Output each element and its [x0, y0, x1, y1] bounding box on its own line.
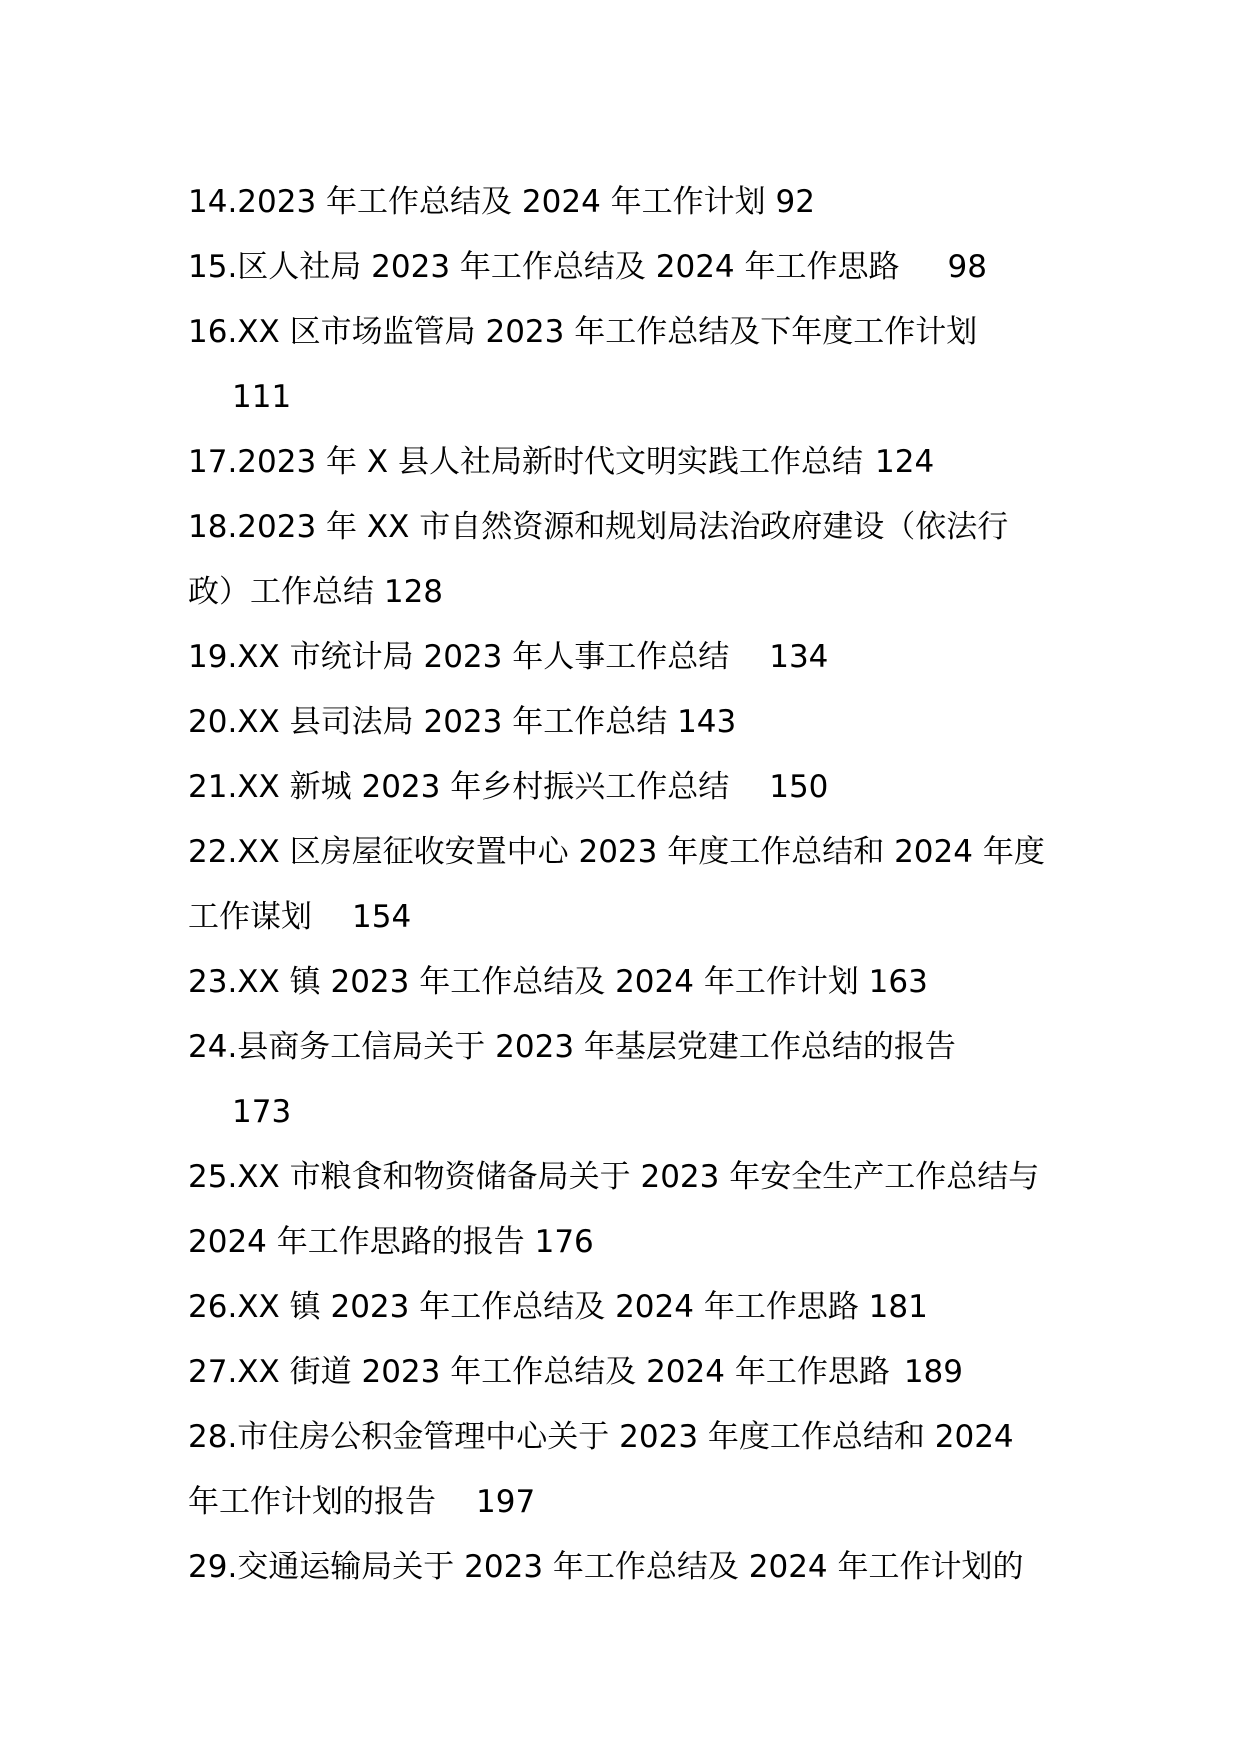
- toc-page-number: 154: [352, 899, 412, 935]
- toc-page-number: 197: [476, 1484, 536, 1520]
- toc-entry-28[interactable]: [188, 1405, 1058, 1470]
- toc-entry-20[interactable]: [188, 690, 1058, 755]
- toc-entry-text: 15.区人社局 2023 年工作总结及 2024 年工作思路: [188, 249, 900, 285]
- toc-page-number: 111: [232, 379, 292, 415]
- toc-entry-text: 2024 年工作思路的报告 176: [188, 1224, 594, 1260]
- toc-entry-15[interactable]: [188, 235, 1058, 300]
- toc-entry-text: 24.县商务工信局关于 2023 年基层党建工作总结的报告: [188, 1029, 956, 1065]
- toc-entry-14[interactable]: [188, 170, 1058, 235]
- toc-entry-27[interactable]: [188, 1340, 1058, 1405]
- toc-page-number: 98: [947, 249, 987, 285]
- toc-entry-text: 18.2023 年 XX 市自然资源和规划局法治政府建设（依法行: [188, 509, 1009, 545]
- toc-entry-text: 政）工作总结 128: [188, 574, 444, 610]
- toc-entry-25[interactable]: [188, 1145, 1058, 1210]
- toc-entry-17[interactable]: [188, 430, 1058, 495]
- toc-entry-text: 21.XX 新城 2023 年乡村振兴工作总结: [188, 769, 730, 805]
- toc-entry-22[interactable]: [188, 820, 1058, 885]
- toc-entry-23[interactable]: [188, 950, 1058, 1015]
- toc-entry-19[interactable]: [188, 625, 1058, 690]
- toc-entry-22-continued[interactable]: [188, 885, 1058, 950]
- toc-entry-24[interactable]: [188, 1015, 1058, 1080]
- toc-page-number: 173: [232, 1094, 292, 1130]
- toc-entry-28-continued[interactable]: [188, 1470, 1058, 1535]
- toc-page-number: 150: [769, 769, 829, 805]
- toc-entry-text: 27.XX 街道 2023 年工作总结及 2024 年工作思路: [188, 1354, 890, 1390]
- toc-entry-text: 22.XX 区房屋征收安置中心 2023 年度工作总结和 2024 年度: [188, 834, 1045, 870]
- toc-entry-text: 14.2023 年工作总结及 2024 年工作计划 92: [188, 184, 815, 220]
- toc-entry-21[interactable]: [188, 755, 1058, 820]
- toc-entry-18-continued[interactable]: [188, 560, 1058, 625]
- toc-entry-26[interactable]: [188, 1275, 1058, 1340]
- toc-page-number: 134: [769, 639, 829, 675]
- toc-entry-text: 20.XX 县司法局 2023 年工作总结 143: [188, 704, 737, 740]
- toc-entry-text: 年工作计划的报告: [188, 1484, 436, 1520]
- toc-entry-18[interactable]: [188, 495, 1058, 560]
- toc-entry-text: 25.XX 市粮食和物资储备局关于 2023 年安全生产工作总结与: [188, 1159, 1040, 1195]
- toc-entry-text: 26.XX 镇 2023 年工作总结及 2024 年工作思路 181: [188, 1289, 928, 1325]
- toc-entry-25-continued[interactable]: [188, 1210, 1058, 1275]
- toc-entry-text: 工作谋划: [188, 899, 312, 935]
- toc-entry-29[interactable]: [188, 1535, 1058, 1600]
- toc-page-number: 124: [875, 444, 935, 480]
- toc-entry-text: 28.市住房公积金管理中心关于 2023 年度工作总结和 2024: [188, 1419, 1014, 1455]
- toc-entry-16[interactable]: [188, 300, 1058, 365]
- toc-entry-text: 17.2023 年 X 县人社局新时代文明实践工作总结: [188, 444, 863, 480]
- toc-entry-text: 19.XX 市统计局 2023 年人事工作总结: [188, 639, 730, 675]
- table-of-contents: [188, 170, 1058, 1600]
- toc-entry-24-continued[interactable]: [188, 1080, 1058, 1145]
- toc-entry-text: 29.交通运输局关于 2023 年工作总结及 2024 年工作计划的: [188, 1549, 1024, 1585]
- toc-page-number: 189: [903, 1354, 963, 1390]
- toc-entry-16-continued[interactable]: [188, 365, 1058, 430]
- toc-entry-text: 23.XX 镇 2023 年工作总结及 2024 年工作计划 163: [188, 964, 928, 1000]
- toc-entry-text: 16.XX 区市场监管局 2023 年工作总结及下年度工作计划: [188, 314, 978, 350]
